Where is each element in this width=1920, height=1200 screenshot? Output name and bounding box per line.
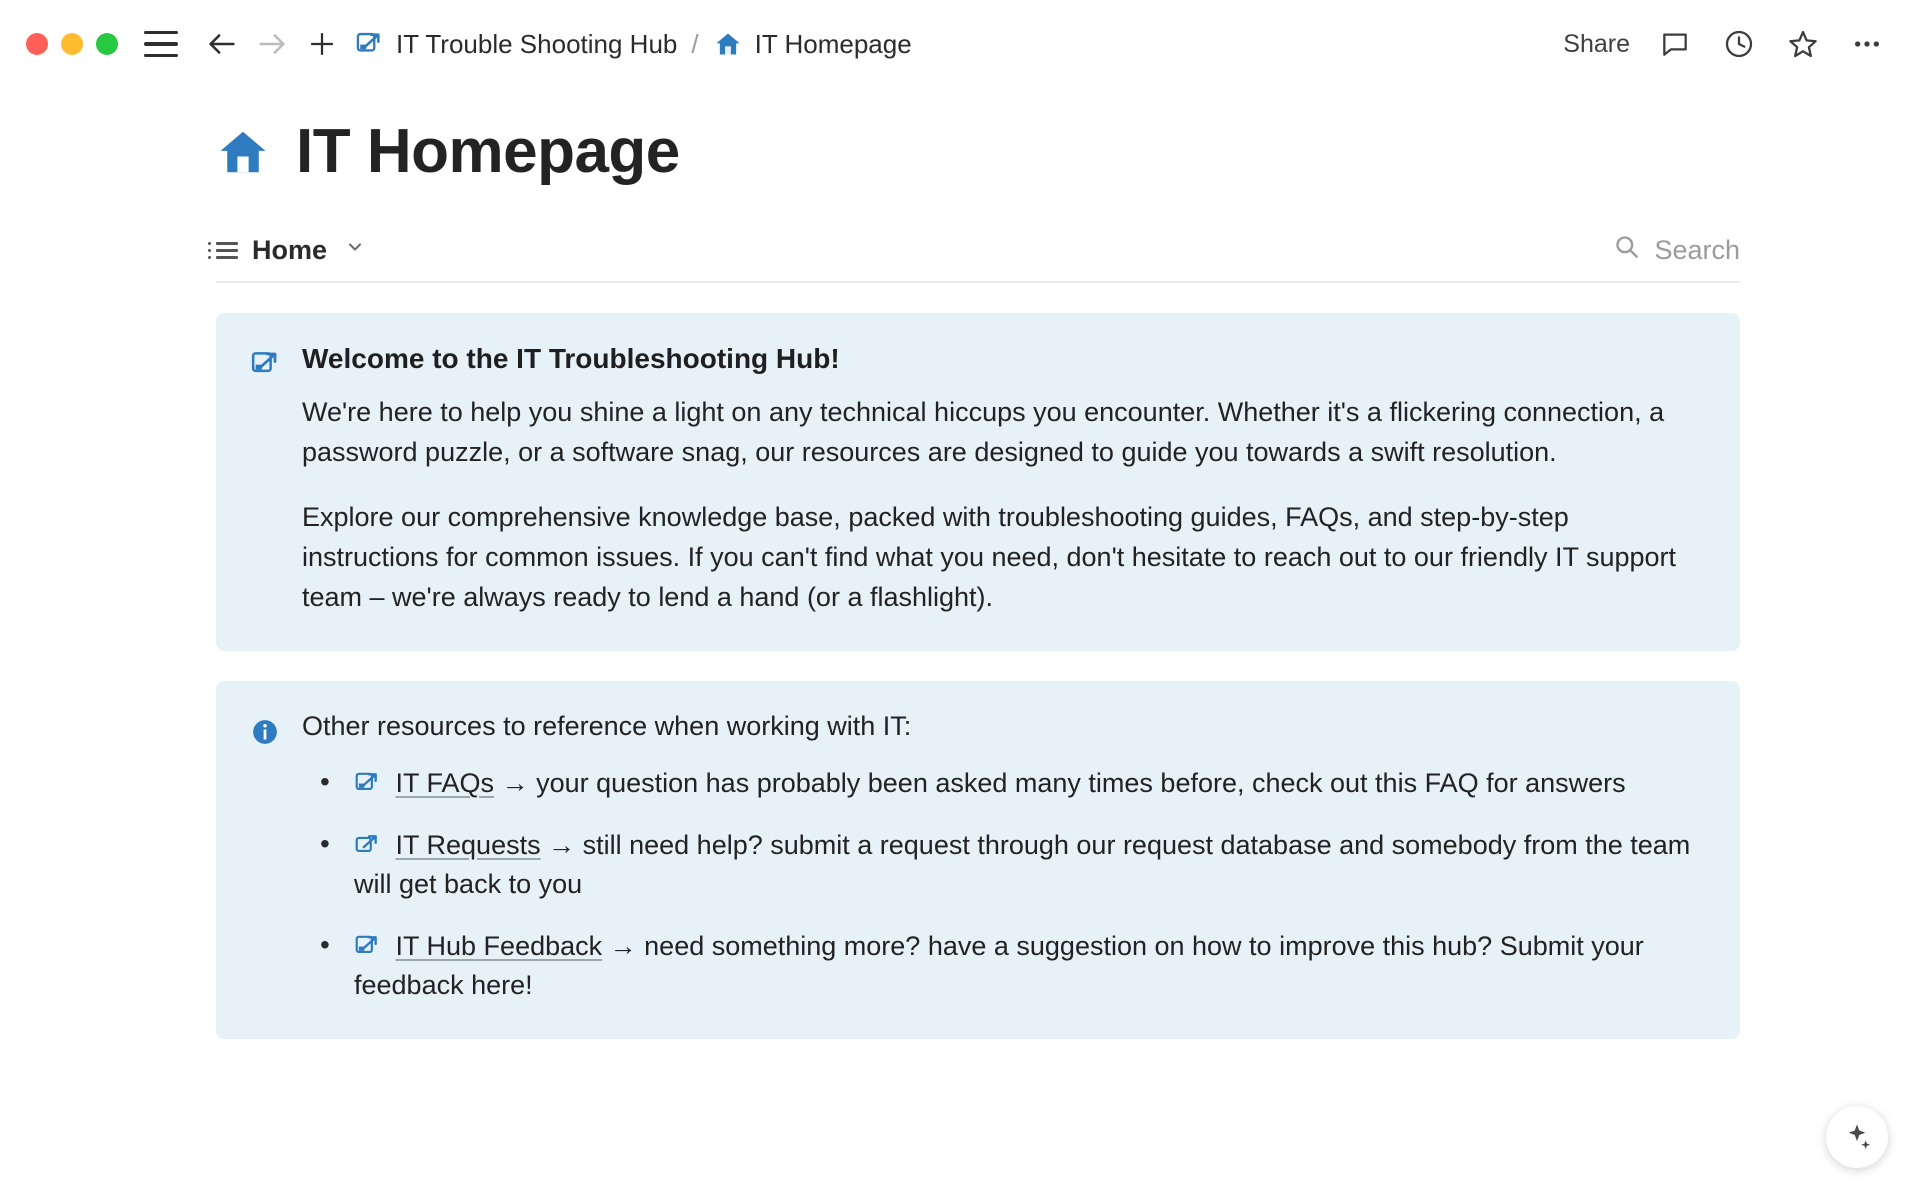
breadcrumb-item-hub[interactable]: [354, 29, 677, 60]
welcome-title: Welcome to the IT Troubleshooting Hub!: [302, 343, 840, 374]
welcome-callout: [216, 313, 1740, 651]
page-header: [216, 116, 1740, 187]
titlebar-actions: [1563, 25, 1886, 63]
resources-list: [302, 764, 1706, 1005]
window-controls[interactable]: [26, 33, 118, 55]
forward-arrow-icon[interactable]: [252, 24, 292, 64]
search-button[interactable]: [1613, 233, 1740, 267]
close-window-button[interactable]: [26, 33, 48, 55]
history-icon[interactable]: [1720, 25, 1758, 63]
page-title[interactable]: IT Homepage: [296, 117, 680, 186]
breadcrumb: [354, 29, 912, 60]
link-it-requests[interactable]: IT Requests: [395, 829, 541, 860]
page-house-icon[interactable]: [216, 125, 270, 179]
link-it-faqs[interactable]: IT FAQs: [395, 768, 495, 799]
maximize-window-button[interactable]: [96, 33, 118, 55]
welcome-paragraph-1: We're here to help you shine a light on any technical hiccups you encounter. Whether it's a flickering connection, a password puzzle, or a software snag, our resources are designed to guide you towards a swift resolution.: [302, 397, 1665, 467]
window-titlebar: [0, 0, 1920, 88]
search-label: Search: [1654, 234, 1740, 265]
list-item: [302, 764, 1706, 803]
minimize-window-button[interactable]: [61, 33, 83, 55]
more-options-icon[interactable]: [1848, 25, 1886, 63]
new-page-icon[interactable]: [302, 24, 342, 64]
info-icon: [250, 711, 280, 1005]
list-item: [302, 927, 1706, 1006]
page-link-icon: [354, 933, 380, 959]
breadcrumb-item-homepage[interactable]: [713, 29, 912, 60]
star-icon[interactable]: [1784, 25, 1822, 63]
page-link-icon: [354, 29, 384, 59]
page-content: [0, 116, 1920, 1039]
page-link-icon: [250, 343, 280, 617]
tab-home[interactable]: [216, 235, 365, 266]
link-it-hub-feedback[interactable]: IT Hub Feedback: [395, 930, 603, 961]
house-icon: [713, 29, 743, 59]
comment-icon[interactable]: [1656, 25, 1694, 63]
list-item-text: → need something more? have a suggestion on how to improve this hub? Submit your feedback here!: [354, 930, 1644, 1001]
list-item-text: → your question has probably been asked many times before, check out this FAQ for answers: [501, 768, 1626, 799]
list-item: [302, 826, 1706, 905]
page-link-icon: [354, 770, 380, 796]
breadcrumb-separator: /: [691, 28, 699, 59]
sidebar-toggle-icon[interactable]: [144, 31, 178, 57]
page-link-icon: [354, 832, 380, 858]
breadcrumb-label-homepage: IT Homepage: [754, 28, 912, 59]
welcome-paragraph-2: Explore our comprehensive knowledge base, packed with troubleshooting guides, FAQs, and step-by-step instructions for common issues. If you can't find what you need, don't hesitate to reach out to our friendly IT support team – we're always ready to lend a hand (or a flashlight).: [302, 502, 1677, 612]
chevron-down-icon[interactable]: [345, 237, 365, 263]
view-tabs: [216, 233, 1740, 283]
list-view-icon: [216, 242, 238, 259]
share-button[interactable]: Share: [1563, 29, 1630, 58]
list-item-text: → still need help? submit a request through our request database and somebody from the team will get back to you: [354, 829, 1691, 900]
resources-callout: [216, 681, 1740, 1039]
resources-intro: Other resources to reference when working with IT:: [302, 711, 912, 742]
search-icon: [1613, 233, 1640, 267]
back-arrow-icon[interactable]: [202, 24, 242, 64]
tab-home-label: Home: [252, 234, 328, 265]
breadcrumb-label-hub: IT Trouble Shooting Hub: [396, 28, 678, 59]
ai-assistant-button[interactable]: [1826, 1106, 1888, 1168]
